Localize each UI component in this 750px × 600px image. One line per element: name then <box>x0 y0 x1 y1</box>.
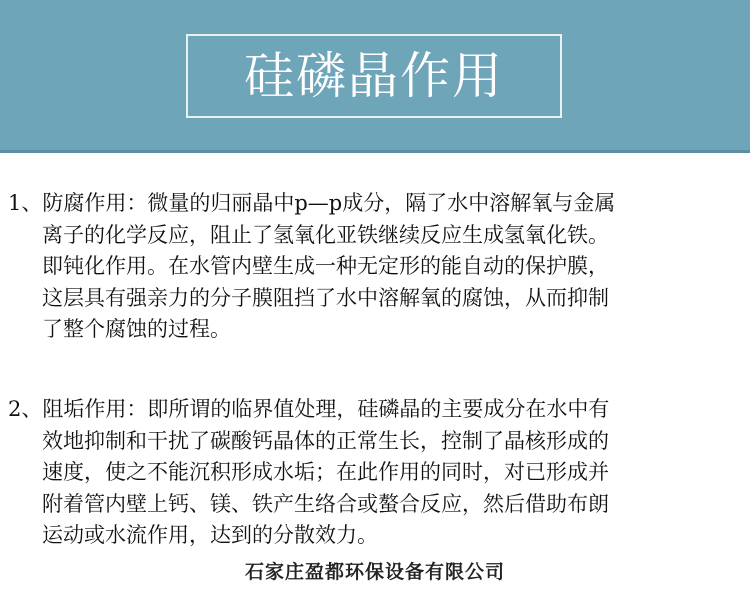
text-line: 离子的化学反应，阻止了氢氧化亚铁继续反应生成氢氧化铁。 <box>42 222 609 247</box>
text-line: 效地抑制和干扰了碳酸钙晶体的正常生长，控制了晶核形成的 <box>42 428 609 453</box>
section-antiscale <box>8 394 740 552</box>
section-anticorrosion <box>8 188 740 346</box>
title-frame <box>186 34 562 118</box>
text-line: 即钝化作用。在水管内壁生成一种无定形的能自动的保护膜， <box>42 254 609 278</box>
text-line: 1、防腐作用：微量的归丽晶中p—p成分，隔了水中溶解氧与金属 <box>8 191 616 215</box>
page-title: 硅磷晶作用 <box>244 47 504 105</box>
header-banner <box>0 0 750 153</box>
text-line: 速度，使之不能沉积形成水垢；在此作用的同时，对已形成并 <box>42 460 609 484</box>
text-line: 附着管内壁上钙、镁、铁产生络合或螯合反应，然后借助布朗 <box>42 491 609 516</box>
text-line: 运动或水流作用，达到的分散效力。 <box>42 523 378 547</box>
company-name: 石家庄盈都环保设备有限公司 <box>244 561 505 583</box>
text-line: 这层具有强亲力的分子膜阻挡了水中溶解氧的腐蚀，从而抑制 <box>42 285 609 310</box>
text-line: 2、阻垢作用：即所谓的临界值处理，硅磷晶的主要成分在水中有 <box>8 397 610 421</box>
text-line: 了整个腐蚀的过程。 <box>42 317 231 341</box>
